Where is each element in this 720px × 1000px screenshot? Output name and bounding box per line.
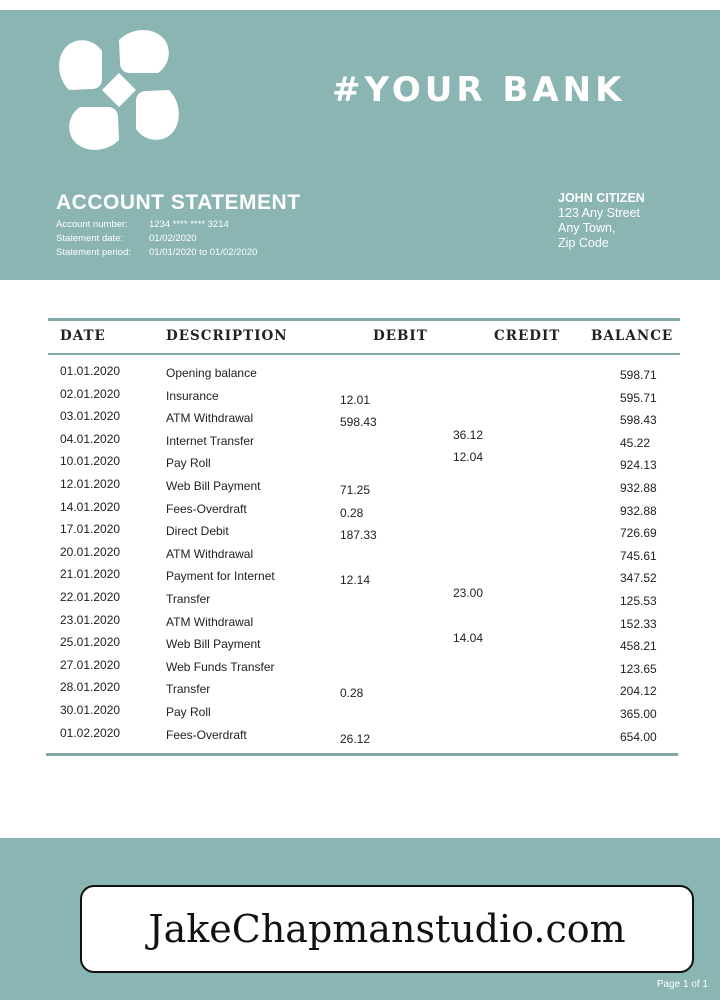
cell-balance: 595.71: [620, 390, 657, 405]
cell-description: Transfer: [166, 682, 211, 697]
cell-balance: 726.69: [620, 526, 657, 541]
account-number-line: [56, 218, 257, 232]
statement-date-label: Statement date:: [56, 233, 124, 244]
cell-description: Pay Roll: [166, 456, 211, 471]
cell-date: 03.01.2020: [60, 409, 121, 424]
customer-name: JOHN CITIZEN: [558, 191, 645, 205]
account-number-label: Account number:: [56, 219, 128, 230]
cell-balance: 654.00: [620, 729, 657, 744]
cell-balance: 125.53: [620, 594, 657, 608]
cell-date: 23.01.2020: [60, 612, 121, 627]
cell-debit: 187.33: [340, 528, 377, 543]
cell-balance: 924.13: [620, 458, 657, 473]
customer-zip: Zip Code: [558, 236, 609, 250]
cell-balance: 598.43: [620, 413, 657, 428]
cell-date: 10.01.2020: [60, 454, 121, 469]
cell-description: ATM Withdrawal: [166, 411, 254, 426]
cell-date: 30.01.2020: [60, 703, 121, 717]
page-number: Page 1 of 1: [656, 979, 708, 990]
table-header-rule: [48, 353, 680, 355]
cell-balance: 45.22: [620, 435, 651, 450]
cell-description: Fees-Overdraft: [166, 501, 247, 516]
cell-debit: 0.28: [340, 686, 364, 701]
cell-credit: 12.04: [453, 450, 484, 465]
statement-date-value: 01/02/2020: [149, 233, 197, 244]
petal-swirl-logo-icon: [54, 25, 184, 155]
account-number-value: 1234 **** **** 3214: [149, 219, 229, 230]
statement-date-line: [56, 232, 257, 246]
cell-description: Pay Roll: [166, 705, 211, 719]
cell-date: 04.01.2020: [60, 431, 121, 446]
cell-balance: 932.88: [620, 503, 657, 518]
cell-balance: 598.71: [620, 368, 657, 382]
cell-balance: 347.52: [620, 571, 657, 586]
cell-date: 14.01.2020: [60, 499, 121, 514]
cell-date: 01.02.2020: [60, 725, 121, 740]
cell-description: Fees-Overdraft: [166, 727, 247, 742]
cell-description: Opening balance: [166, 366, 257, 380]
cell-description: Direct Debit: [166, 524, 229, 539]
cell-balance: 932.88: [620, 481, 657, 495]
cell-credit: 14.04: [453, 631, 484, 646]
customer-address: [558, 191, 645, 251]
cell-description: Payment for Internet: [166, 569, 275, 584]
cell-description: Web Bill Payment: [166, 637, 261, 652]
column-header-credit: CREDIT: [494, 328, 561, 344]
cell-debit: 26.12: [340, 731, 371, 746]
cell-description: Web Funds Transfer: [166, 659, 275, 674]
bank-name: #YOUR BANK: [332, 70, 626, 110]
customer-street: 123 Any Street: [558, 206, 641, 220]
cell-balance: 458.21: [620, 639, 657, 654]
cell-credit: 23.00: [453, 586, 484, 600]
cell-date: 02.01.2020: [60, 386, 121, 401]
table-bottom-rule: [46, 753, 678, 756]
cell-balance: 123.65: [620, 661, 657, 676]
cell-date: 27.01.2020: [60, 657, 121, 672]
column-header-balance: BALANCE: [591, 328, 674, 344]
cell-date: 01.01.2020: [60, 364, 121, 378]
cell-debit: 0.28: [340, 505, 364, 520]
statement-period-label: Statement period:: [56, 247, 131, 258]
statement-details: [56, 218, 257, 260]
cell-description: Web Bill Payment: [166, 479, 261, 493]
table-top-rule: [48, 318, 680, 321]
cell-debit: 12.14: [340, 573, 371, 588]
cell-description: Internet Transfer: [166, 433, 255, 448]
watermark-banner: JakeChapmanstudio.com: [80, 885, 694, 973]
cell-balance: 365.00: [620, 707, 657, 721]
cell-description: ATM Withdrawal: [166, 614, 254, 629]
cell-balance: 745.61: [620, 548, 657, 563]
cell-description: Transfer: [166, 592, 211, 606]
column-header-description: DESCRIPTION: [166, 328, 288, 344]
cell-credit: 36.12: [453, 427, 484, 442]
cell-debit: 71.25: [340, 483, 371, 497]
cell-balance: 204.12: [620, 684, 657, 699]
cell-date: 21.01.2020: [60, 567, 121, 582]
statement-period-line: [56, 246, 257, 260]
cell-description: ATM Withdrawal: [166, 546, 254, 561]
cell-date: 22.01.2020: [60, 590, 121, 604]
cell-debit: 598.43: [340, 415, 377, 430]
column-header-debit: DEBIT: [373, 328, 428, 344]
cell-date: 28.01.2020: [60, 680, 121, 695]
cell-date: 25.01.2020: [60, 635, 121, 650]
statement-title: ACCOUNT STATEMENT: [56, 191, 301, 214]
column-header-date: DATE: [60, 328, 106, 344]
customer-town: Any Town,: [558, 221, 616, 235]
cell-date: 20.01.2020: [60, 544, 121, 559]
statement-period-value: 01/01/2020 to 01/02/2020: [149, 247, 258, 258]
cell-description: Insurance: [166, 388, 219, 403]
cell-balance: 152.33: [620, 616, 657, 631]
cell-debit: 12.01: [340, 392, 371, 407]
cell-date: 17.01.2020: [60, 522, 121, 537]
cell-date: 12.01.2020: [60, 477, 121, 491]
